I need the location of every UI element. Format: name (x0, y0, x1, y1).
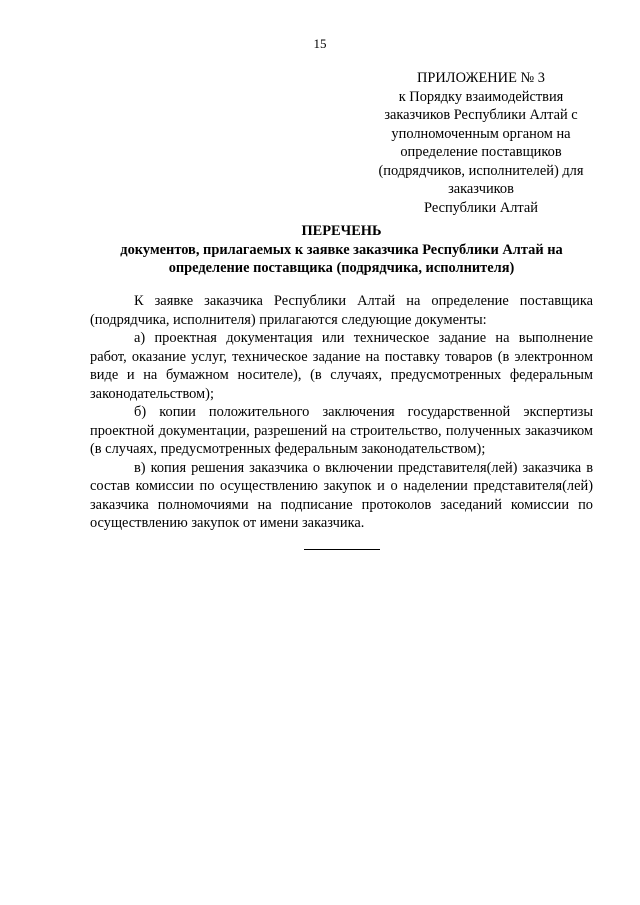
document-body (90, 292, 593, 533)
appendix-line: заказчиков (448, 181, 514, 197)
appendix-line: (подрядчиков, исполнителей) для (378, 162, 584, 179)
appendix-line: к Порядку взаимодействия (398, 88, 564, 105)
document-heading (90, 222, 593, 278)
heading-subtitle-line: документов, прилагаемых к заявке заказчика Республики Алтай на (120, 241, 563, 258)
appendix-line: определение поставщиков (400, 144, 562, 160)
heading-subtitle-line: определение поставщика (подрядчика, исполнителя) (168, 260, 515, 276)
list-item-a: а) проектная документация или техническое задание на выполнение работ, оказание услуг, техническое задание на поставку товаров (в электронном виде и на бумажном носителе), (в случаях, предусмотренных федеральным законодательством); (90, 330, 593, 402)
appendix-header (352, 69, 610, 217)
list-item-v: в) копия решения заказчика о включении представителя(лей) заказчика в состав комиссии по осуществлению закупок и о наделении представителя(лей) заказчика полномочиями на подписание протоколов заседаний комиссии по осуществлению закупок от имени заказчика. (90, 459, 593, 531)
intro-paragraph: К заявке заказчика Республики Алтай на определение поставщика (подрядчика, исполнителя) прилагаются следующие документы: (90, 293, 593, 328)
end-separator-line (304, 549, 380, 550)
page-number: 15 (313, 36, 327, 51)
appendix-line: Республики Алтай (424, 199, 538, 216)
appendix-title: ПРИЛОЖЕНИЕ № 3 (417, 70, 545, 86)
appendix-line: уполномоченным органом на (391, 125, 571, 142)
heading-title: ПЕРЕЧЕНЬ (301, 223, 382, 239)
appendix-line: заказчиков Республики Алтай с (384, 107, 578, 123)
list-item-b: б) копии положительного заключения государственной экспертизы проектной документации, разрешений на строительство, полученных заказчиком (в случаях, предусмотренных федеральным законодательством); (90, 404, 593, 457)
